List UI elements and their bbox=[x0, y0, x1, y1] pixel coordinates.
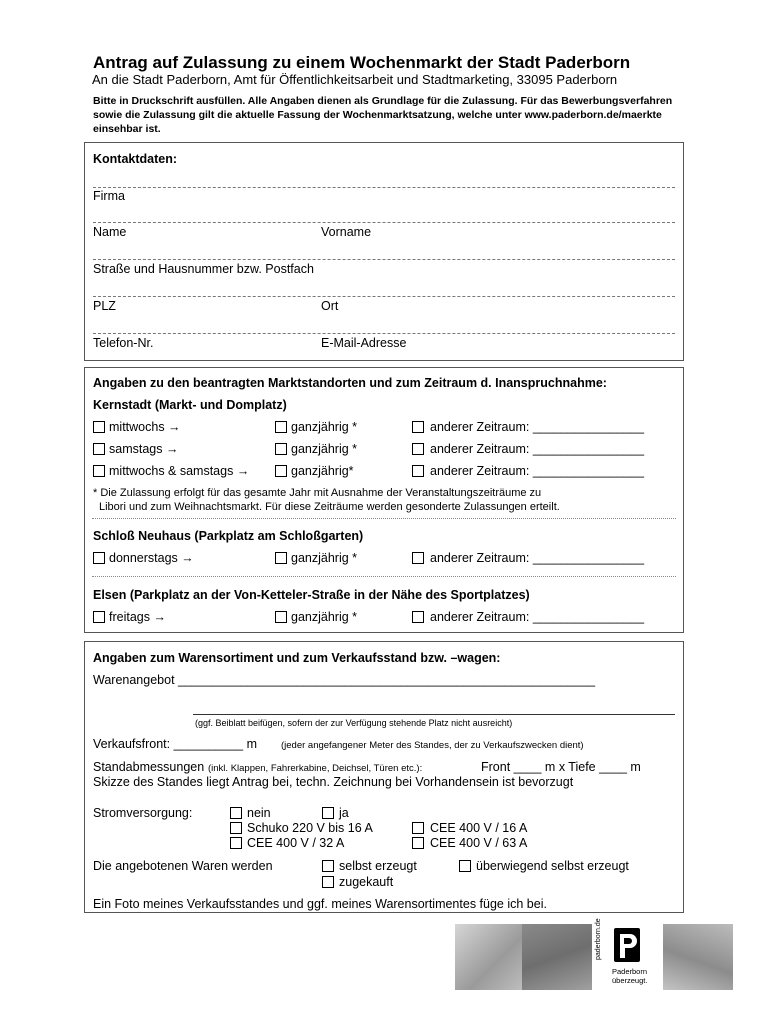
mittwochs-samstags-anderer-label: anderer Zeitraum: ________________ bbox=[430, 464, 645, 478]
name-label: Name bbox=[93, 225, 127, 239]
cee-32-label: CEE 400 V / 32 A bbox=[247, 836, 345, 850]
cee-32-checkbox[interactable] bbox=[230, 837, 242, 849]
warenangebot-field[interactable]: Warenangebot ____________________________________________________________ bbox=[93, 673, 596, 687]
logo-line-1: Paderborn bbox=[612, 967, 648, 976]
strasse-field[interactable] bbox=[93, 259, 675, 260]
goods-heading: Angaben zum Warensortiment und zum Verkaufsstand bzw. –wagen: bbox=[93, 651, 501, 665]
neuhaus-anderer-label: anderer Zeitraum: ________________ bbox=[430, 551, 645, 565]
waren-werden-label: Die angebotenen Waren werden bbox=[93, 859, 273, 873]
market-photo-3 bbox=[663, 924, 733, 990]
samstags-checkbox[interactable] bbox=[93, 443, 105, 455]
verkaufsfront-note: (jeder angefangener Meter des Standes, der zu Verkaufszwecken dient) bbox=[281, 740, 584, 751]
standabmessungen-label: Standabmessungen bbox=[93, 760, 205, 774]
strom-nein-label: nein bbox=[247, 806, 271, 820]
document-title: Antrag auf Zulassung zu einem Wochenmarkt der Stadt Paderborn bbox=[93, 53, 631, 72]
strom-ja-checkbox[interactable] bbox=[322, 807, 334, 819]
kernstadt-heading: Kernstadt (Markt- und Domplatz) bbox=[93, 398, 287, 412]
freitags-label: freitags → bbox=[109, 610, 166, 624]
contact-heading: Kontaktdaten: bbox=[93, 152, 178, 166]
neuhaus-ganzjaehrig-label: ganzjährig * bbox=[291, 551, 358, 565]
cee-63-label: CEE 400 V / 63 A bbox=[430, 836, 528, 850]
zugekauft-checkbox[interactable] bbox=[322, 876, 334, 888]
samstags-anderer-label: anderer Zeitraum: ________________ bbox=[430, 442, 645, 456]
telefon-label: Telefon-Nr. bbox=[93, 336, 154, 350]
selbst-erzeugt-checkbox[interactable] bbox=[322, 860, 334, 872]
mittwochs-samstags-label: mittwochs & samstags → bbox=[109, 464, 250, 478]
strom-ja-label: ja bbox=[339, 806, 349, 820]
elsen-anderer-label: anderer Zeitraum: ________________ bbox=[430, 610, 645, 624]
mittwochs-ganzjaehrig-label: ganzjährig * bbox=[291, 420, 358, 434]
strasse-label: Straße und Hausnummer bzw. Postfach bbox=[93, 262, 314, 276]
verkaufsfront-field[interactable]: Verkaufsfront: __________ m bbox=[93, 737, 258, 751]
mittwochs-samstags-ganzjaehrig-checkbox[interactable] bbox=[275, 465, 287, 477]
instructions-note: Bitte in Druckschrift ausfüllen. Alle Angaben dienen als Grundlage für die Zulassung. Für das Bewerbungsverfahren sowie die Zulassung gilt die aktuelle Fassung der Wochenmarktsatzung, welche unter www.paderborn.de/maerkte einsehbar ist. bbox=[93, 95, 673, 135]
vorname-label: Vorname bbox=[321, 225, 372, 239]
donnerstags-checkbox[interactable] bbox=[93, 552, 105, 564]
standabmessungen-field[interactable]: Front ____ m x Tiefe ____ m bbox=[481, 760, 641, 774]
logo-line-2: überzeugt. bbox=[612, 976, 648, 985]
mittwochs-anderer-label: anderer Zeitraum: ________________ bbox=[430, 420, 645, 434]
plz-label: PLZ bbox=[93, 299, 116, 313]
plz-ort-field[interactable] bbox=[93, 296, 675, 297]
mittwochs-anderer-checkbox[interactable] bbox=[412, 421, 424, 433]
mittwochs-samstags-checkbox[interactable] bbox=[93, 465, 105, 477]
warenangebot-line-2[interactable] bbox=[193, 714, 675, 715]
cee-16-label: CEE 400 V / 16 A bbox=[430, 821, 528, 835]
elsen-anderer-checkbox[interactable] bbox=[412, 611, 424, 623]
telefon-email-field[interactable] bbox=[93, 333, 675, 334]
name-field[interactable] bbox=[93, 222, 675, 223]
divider bbox=[92, 518, 676, 519]
logo-url: paderborn.de bbox=[595, 918, 602, 960]
standabmessungen-note: (inkl. Klappen, Fahrerkabine, Deichsel, Türen etc.): bbox=[208, 763, 423, 774]
mittwochs-samstags-ganzjaehrig-label: ganzjährig* bbox=[291, 464, 354, 478]
firma-field[interactable] bbox=[93, 187, 675, 188]
beiblatt-note: (ggf. Beiblatt beifügen, sofern der zur Verfügung stehende Platz nicht ausreicht) bbox=[195, 718, 513, 728]
cee-63-checkbox[interactable] bbox=[412, 837, 424, 849]
neuhaus-heading: Schloß Neuhaus (Parkplatz am Schloßgarten) bbox=[93, 529, 364, 543]
zugekauft-label: zugekauft bbox=[339, 875, 394, 889]
contact-section bbox=[84, 142, 684, 361]
donnerstags-label: donnerstags → bbox=[109, 551, 194, 565]
selbst-erzeugt-label: selbst erzeugt bbox=[339, 859, 417, 873]
elsen-ganzjaehrig-label: ganzjährig * bbox=[291, 610, 358, 624]
stromversorgung-label: Stromversorgung: bbox=[93, 806, 193, 820]
market-photo-1 bbox=[455, 924, 522, 990]
cee-16-checkbox[interactable] bbox=[412, 822, 424, 834]
schuko-label: Schuko 220 V bis 16 A bbox=[247, 821, 373, 835]
skizze-note: Skizze des Standes liegt Antrag bei, techn. Zeichnung bei Vorhandensein ist bevorzugt bbox=[93, 775, 574, 789]
ort-label: Ort bbox=[321, 299, 339, 313]
recipient-address: An die Stadt Paderborn, Amt für Öffentlichkeitsarbeit und Stadtmarketing, 33095 Paderborn bbox=[92, 72, 618, 87]
mittwochs-label: mittwochs → bbox=[109, 420, 181, 434]
samstags-anderer-checkbox[interactable] bbox=[412, 443, 424, 455]
strom-nein-checkbox[interactable] bbox=[230, 807, 242, 819]
mittwochs-ganzjaehrig-checkbox[interactable] bbox=[275, 421, 287, 433]
neuhaus-anderer-checkbox[interactable] bbox=[412, 552, 424, 564]
samstags-ganzjaehrig-label: ganzjährig * bbox=[291, 442, 358, 456]
freitags-checkbox[interactable] bbox=[93, 611, 105, 623]
locations-heading: Angaben zu den beantragten Marktstandorten und zum Zeitraum d. Inanspruchnahme: bbox=[93, 376, 607, 390]
elsen-heading: Elsen (Parkplatz an der Von-Ketteler-Straße in der Nähe des Sportplatzes) bbox=[93, 588, 530, 602]
samstags-ganzjaehrig-checkbox[interactable] bbox=[275, 443, 287, 455]
ueberwiegend-label: überwiegend selbst erzeugt bbox=[476, 859, 629, 873]
neuhaus-ganzjaehrig-checkbox[interactable] bbox=[275, 552, 287, 564]
kernstadt-footnote-2: Libori und zum Weihnachtsmarkt. Für diese Zeiträume werden gesonderte Zulassungen erteilt. bbox=[99, 501, 560, 513]
market-photo-2 bbox=[522, 924, 592, 990]
elsen-ganzjaehrig-checkbox[interactable] bbox=[275, 611, 287, 623]
schuko-checkbox[interactable] bbox=[230, 822, 242, 834]
kernstadt-footnote-1: * Die Zulassung erfolgt für das gesamte Jahr mit Ausnahme der Veranstaltungszeiträume zu bbox=[93, 487, 542, 499]
mittwochs-samstags-anderer-checkbox[interactable] bbox=[412, 465, 424, 477]
foto-note: Ein Foto meines Verkaufsstandes und ggf. meines Warensortimentes füge ich bei. bbox=[93, 897, 547, 911]
ueberwiegend-checkbox[interactable] bbox=[459, 860, 471, 872]
email-label: E-Mail-Adresse bbox=[321, 336, 407, 350]
divider bbox=[92, 576, 676, 577]
mittwochs-checkbox[interactable] bbox=[93, 421, 105, 433]
samstags-label: samstags → bbox=[109, 442, 179, 456]
firma-label: Firma bbox=[93, 189, 125, 203]
